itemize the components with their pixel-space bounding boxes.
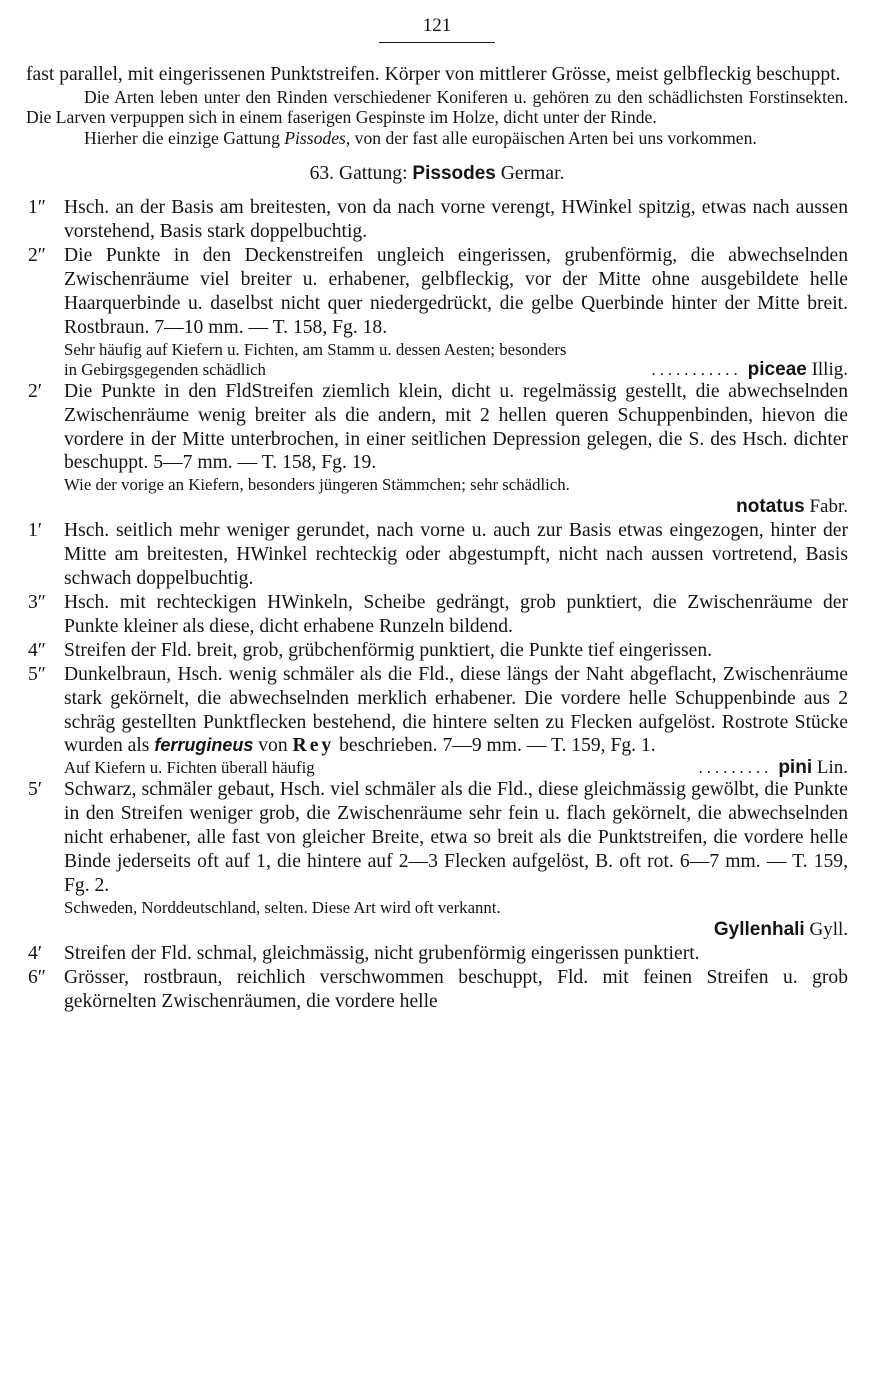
key-text: Hsch. mit rechteckigen HWinkeln, Scheibe gedrängt, grob punktiert, die Zwischenräume der Punkte kleiner als diese, dicht erhabene Runzeln bildend. (64, 592, 848, 637)
intro-paragraph: fast parallel, mit eingerissenen Punktstreifen. Körper von mittlerer Grösse, meist gelbfleckig beschuppt. (26, 64, 841, 85)
species-epithet: Gyllenhali (713, 918, 805, 940)
species-line (26, 495, 848, 519)
key-text: Die Punkte in den Deckenstreifen ungleich eingerissen, grubenförmig, die abwechselnden Zwischenräume viel breiter u. erhabener, gelbfleckig, vor der Mitte ohne ausgebildete helle Haarquerbinde u. daselbst nicht quer niedergedrückt, die gelbe Querbinde hinter der Mitte breit. Rostbraun. 7—10 mm. — T. 158, Fg. 18. (64, 245, 848, 338)
key-entry (26, 663, 848, 759)
key-text: Grösser, rostbraun, reichlich verschwommen beschuppt, Fld. mit feinen Streifen u. grob gekörnelten Zwischenräumen, die vordere helle (64, 966, 848, 1012)
species-name (736, 496, 848, 517)
page (26, 14, 848, 1014)
key-text: Schwarz, schmäler gebaut, Hsch. viel schmäler als die Fld., diese gleichmässig gewölbt, die Punkte in den Streifen weniger grob, die Zwischenräume sehr fein u. flach gekörnelt, die abwechselnden nicht erhabener, alle fast von gleicher Breite, etwa so breit als die Punktstreifen, die vordere helle Binde jederseits oft auf 1, die hintere auf 2—3 Flecken aufgelöst, B. oft rot. 6—7 mm. — T. 159, Fg. 2. (64, 779, 848, 896)
genus-heading (26, 162, 848, 186)
habitat-note (26, 340, 848, 380)
intro-paragraph-2: Die Arten leben unter den Rinden verschiedener Koniferen u. gehören zu den schädlichsten Forstinsekten. Die Larven verpuppen sich in einem faserigen Gespinste im Holze, dicht unter der Rinde. (26, 86, 848, 128)
key-label: 6″ (28, 966, 46, 988)
key-label: 3″ (28, 592, 46, 613)
species-author: Gyll. (804, 918, 848, 940)
species-epithet: pini (778, 757, 813, 779)
species-author: Fabr. (804, 496, 848, 518)
habitat-note (26, 758, 848, 778)
leader-dots: ......... (698, 758, 773, 778)
key-label: 1′ (28, 520, 43, 542)
key-label: 2′ (28, 380, 43, 402)
key-text: Hsch. seitlich mehr weniger gerundet, nach vorne u. auch zur Basis etwas eingezogen, hinter der Mitte am breitesten, HWinkel rechteckig oder abgestumpft, nicht nach aussen vortretend, Basis schwach doppelbuchtig. (64, 520, 848, 590)
intro-paragraph-3 (26, 128, 848, 149)
intro-text: Hierher die einzige Gattung (84, 127, 285, 148)
heading-author: Germar. (495, 163, 565, 185)
species-epithet: notatus (736, 496, 805, 518)
key-entry (26, 778, 848, 898)
header-rule (379, 42, 495, 43)
synonym-name: ferrugineus (154, 735, 254, 756)
key-label: 1″ (28, 197, 46, 219)
heading-prefix: 63. Gattung: (309, 163, 413, 185)
note-line: Schweden, Norddeutschland, selten. Diese Art wird oft verkannt. (64, 897, 501, 917)
species-line (26, 918, 848, 942)
key-label: 4′ (28, 942, 43, 964)
page-number: 121 (422, 15, 452, 36)
key-entry (26, 966, 848, 1014)
key-entry (26, 942, 848, 966)
heading-genus: Pissodes (412, 163, 496, 185)
key-entry (26, 244, 848, 340)
habitat-note (26, 475, 848, 495)
key-text: Streifen der Fld. schmal, gleichmässig, nicht grubenförmig eingerissen punktiert. (64, 942, 700, 964)
species-author: Lin. (812, 757, 848, 779)
key-entry (26, 196, 848, 244)
key-entry (26, 380, 848, 476)
note-line: in Gebirgsgegenden schädlich (64, 359, 266, 379)
note-line: Wie der vorige an Kiefern, besonders jüngeren Stämmchen; sehr schädlich. (64, 475, 570, 495)
key-text: von (253, 735, 293, 757)
leader-dots: ........... (651, 359, 742, 379)
intro-text-end: von der fast alle europäischen Arten bei uns vorkommen. (350, 127, 757, 148)
key-label: 5″ (28, 663, 46, 685)
key-text: beschrieben. 7—9 mm. — T. 159, Fg. 1. (334, 735, 656, 757)
species-epithet: piceae (747, 358, 807, 380)
note-line: Auf Kiefern u. Fichten überall häufig (64, 758, 315, 778)
genus-name: Pissodes, (284, 127, 351, 148)
author-name: Rey (292, 735, 335, 757)
species-name (778, 758, 848, 778)
habitat-note (26, 898, 848, 918)
key-entry (26, 591, 848, 639)
species-author: Illig. (806, 358, 848, 380)
key-entry (26, 639, 848, 663)
key-text: Die Punkte in den FldStreifen ziemlich klein, dicht u. regelmässig gestellt, die abwechselnden Zwischenräume wenig breiter als die andern, mit 2 hellen queren Schuppenbinden, hievon die vordere in der Mitte unterbrochen, in einer seitlichen Depression gelegen, die S. des Hsch. dichter beschuppt. 5—7 mm. — T. 158, Fg. 19. (64, 380, 848, 474)
species-line (64, 758, 848, 778)
key-text: Dunkelbraun, Hsch. wenig schmäler als die Fld., diese längs der Naht abgeflacht, Zwischenräume stark gekörnelt, die abwechselnden merklich erhabener. Die vordere helle Schuppenbinde aus 2 schräg gestellten Punktflecken bestehend, die hintere selten zu Flecken aufgelöst. Rostrote Stücke wurden als (64, 663, 848, 757)
species-line (64, 360, 848, 380)
key-text: Hsch. an der Basis am breitesten, von da nach vorne verengt, HWinkel spitzig, etwas nach aussen vorstehend, Basis stark doppelbuchtig. (64, 197, 848, 243)
key-label: 2″ (28, 245, 46, 267)
species-name (714, 919, 848, 940)
key-text: Streifen der Fld. breit, grob, grübchenförmig punktiert, die Punkte tief eingerissen. (64, 639, 713, 661)
key-label: 5′ (28, 779, 43, 801)
key-label: 4″ (28, 639, 46, 661)
note-line: Sehr häufig auf Kiefern u. Fichten, am Stamm u. dessen Aesten; besonders (64, 339, 567, 359)
species-name (748, 360, 848, 380)
key-entry (26, 519, 848, 591)
